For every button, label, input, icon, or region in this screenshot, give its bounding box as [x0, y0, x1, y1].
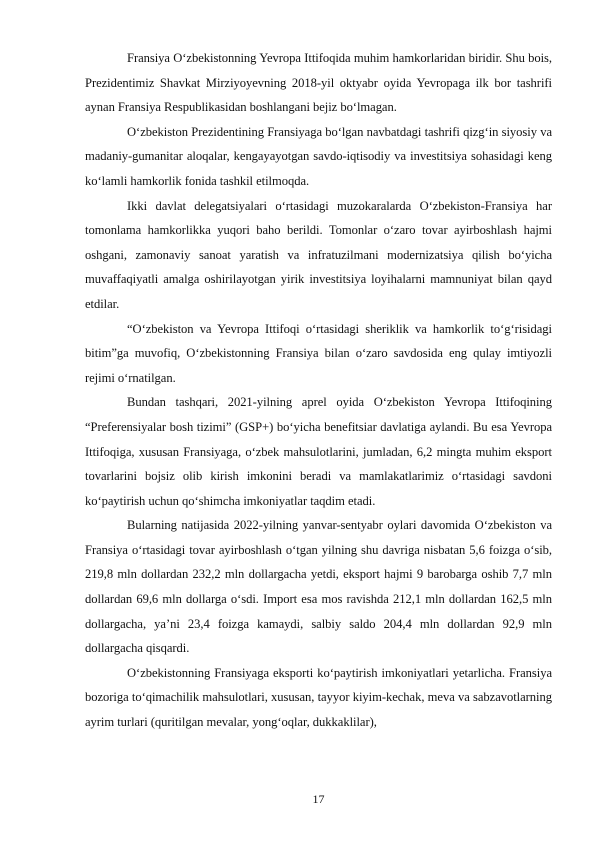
document-page [85, 46, 552, 735]
paragraph-president-visit: O‘zbekiston Prezidentining Fransiyaga bo‘lgan navbatdagi tashrifi qizg‘in siyosiy va madaniy-gumanitar aloqalar, kengayayotgan savdo-iqtisodiy va investitsiya sohasidagi keng ko‘lamli hamkorlik fonida tashkil etilmoqda. [85, 124, 552, 188]
paragraph-delegation-talks: Ikki davlat delegatsiyalari o‘rtasidagi muzokaralarda O‘zbekiston-Fransiya har tomonlama hamkorlikka yuqori baho berildi. Tomonlar o‘zaro tovar ayirboshlash hajmi oshgani, zamonaviy sanoat yaratish va infratuzilmani modernizatsiya qilish bo‘yicha muvaffaqiyatli amalga oshirilayotgan yirik investitsiya loyihalarni mamnuniyat bilan qayd etdilar. [85, 198, 552, 311]
page-number: 17 [312, 792, 325, 806]
paragraph-gsp-plus: Bundan tashqari, 2021-yilning aprel oyida O‘zbekiston Yevropa Ittifoqining “Preferensiyalar bosh tizimi” (GSP+) bo‘yicha benefitsiar davlatiga aylandi. Bu esa Yevropa Ittifoqiga, xususan Fransiyaga, o‘zbek mahsulotlarini, jumladan, 6,2 mingta muhim eksport tovarlarini bojsiz olib kirish imkonini beradi va mamlakatlarimiz o‘rtasidagi savdoni ko‘paytirish uchun qo‘shimcha imkoniyatlar taqdim etadi. [85, 395, 552, 508]
paragraph-eu-agreement: “O‘zbekiston va Yevropa Ittifoqi o‘rtasidagi sheriklik va hamkorlik to‘g‘risidagi bitim”ga muvofiq, O‘zbekistonning Fransiya bilan o‘zaro savdosida eng qulay imtiyozli rejimi o‘rnatilgan. [85, 321, 552, 385]
paragraph-trade-results: Bularning natijasida 2022-yilning yanvar-sentyabr oylari davomida O‘zbekiston va Fransiya o‘rtasidagi tovar ayirboshlash o‘tgan yilning shu davriga nisbatan 5,6 foizga o‘sib, 219,8 mln dollardan 232,2 mln dollargacha yetdi, eksport hajmi 9 barobarga oshib 7,7 mln dollardan 69,6 mln dollarga o‘sdi. Import esa mos ravishda 212,1 mln dollardan 162,5 mln dollargacha, ya’ni 23,4 foizga kamaydi, salbiy saldo 204,4 mln dollardan 92,9 mln dollargacha qisqardi. [85, 518, 552, 656]
paragraph-france-partner: Fransiya O‘zbekistonning Yevropa Ittifoqida muhim hamkorlaridan biridir. Shu bois, Prezidentimiz Shavkat Mirziyoyevning 2018-yil oktyabr oyida Yevropaga ilk bor tashrifi aynan Fransiya Respublikasidan boshlangani bejiz bo‘lmagan. [85, 51, 552, 115]
paragraph-export-potential: O‘zbekistonning Fransiyaga eksporti ko‘paytirish imkoniyatlari yetarlicha. Fransiya bozoriga to‘qimachilik mahsulotlari, xususan, tayyor kiyim-kechak, meva va sabzavotlarning ayrim turlari (quritilgan mevalar, yong‘oqlar, dukkaklilar), [85, 665, 552, 730]
